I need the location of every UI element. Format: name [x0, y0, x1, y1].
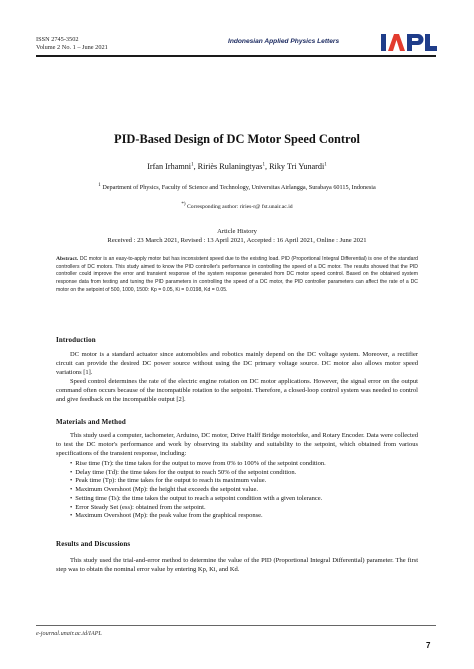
article-history: [0, 227, 474, 245]
header-divider: [36, 55, 436, 57]
list-item: • Maximum Overshoot (Mp): the height that exceeds the setpoint value.: [70, 486, 418, 495]
list-item: • Setting time (Ts): the time takes the output to reach a setpoint condition with a given tolerance.: [70, 495, 418, 504]
results-body: [56, 557, 418, 575]
history-heading: Article History: [217, 228, 257, 235]
abstract: [56, 256, 418, 295]
transient-response-list: [70, 460, 418, 521]
issn: ISSN 2745-3502: [36, 36, 79, 43]
affiliation-sup: 1: [98, 182, 101, 188]
list-item: • Maximum Overshoot (Mp): the peak value from the graphical response.: [70, 512, 418, 521]
paragraph: This study used the trial-and-error method to determine the value of the PID (Proportional Integral Differential) parameter. The first step was to obtain the nominal error value by entering Kp, Ki, and Kd.: [56, 557, 418, 573]
corresponding-sup: *): [181, 202, 186, 208]
list-item: • Error Steady Set (ess): obtained from the setpoint.: [70, 504, 418, 513]
section-heading-results: Results and Discussions: [56, 540, 131, 548]
journal-header-info: [36, 36, 108, 52]
author-sup: 1: [324, 162, 327, 168]
introduction-body: [56, 351, 418, 404]
journal-url: e-journal.unair.ac.id/IAPL: [36, 630, 102, 637]
section-heading-introduction: Introduction: [56, 336, 96, 344]
author-list: Irfan Irhamni$^1$, Ririès Rulaningtyas$^1$, Riky Tri Yunardi$^1$: [147, 162, 327, 171]
volume-info: Volume 2 No. 1 – June 2021: [36, 44, 108, 51]
footer-divider: [36, 625, 436, 626]
list-item: • Rise time (Tr): the time takes for the output to move from 0% to 100% of the setpoint condition.: [70, 460, 418, 469]
abstract-text: DC motor is an easy-to-apply motor but has inconsistent speed due to the existing load. PID (Proportional Integral Differential) is one of the standard controllers of DC motors. This study aimed to know the PID controller's performance in controlling the speed of a DC motor. The results showed that the PID controller could improve the error and transient response of the system response generated from DC motor speed control. Based on the obtained system response data from testing and tuning the PID parameters in controlling the speed of a DC motor, the PID controller parameters can affect the rate of a DC motor on the setpoint of 500, 1000, 1500: Kp = 0.05, Ki = 0.0198, Kd = 0.05.: [56, 256, 418, 293]
list-item: • Delay time (Td): the time takes for the output to reach 50% of the setpoint condition.: [70, 469, 418, 478]
author-sup: 1: [191, 162, 194, 168]
paragraph: This study used a computer, tachometer, Arduino, DC motor, Drive Halff Bridge motorbike, and Rotary Encoder. Data were collected to test the DC motor's performance and work by observing its stability and suitability to the setpoint, which obtained from various specifications of the transient response, including:: [56, 432, 418, 457]
corresponding-text: Corresponding author: riries-r@ fst.unair.ac.id: [186, 204, 293, 210]
paragraph: Speed control determines the rate of the electric engine rotation on DC motor applications. However, the signal error on the output command often occurs because of the incompatible rotation to the setpoint. Therefore, a closed-loop control system was needed to control and give feedback on the incompatible output [2].: [56, 377, 418, 403]
abstract-label: Abstract.: [56, 256, 79, 262]
author-name: Ririès Rulaningtyas: [197, 162, 263, 171]
list-item: • Peak time (Tp): the time takes for the output to reach its maximum value.: [70, 477, 418, 486]
journal-name: Indonesian Applied Physics Letters: [228, 38, 340, 45]
author-name: Irfan Irhamni: [147, 162, 192, 171]
author-name: Riky Tri Yunardi: [269, 162, 325, 171]
paper-title: PID-Based Design of DC Motor Speed Control: [114, 132, 360, 146]
corresponding-author: [0, 204, 474, 210]
affiliation-text: Department of Physics, Faculty of Science and Technology, Universitas Airlangga, Surabaya 60115, Indonesia: [102, 184, 376, 191]
iapl-logo: [380, 31, 438, 53]
history-dates: Received : 23 March 2021, Revised : 13 April 2021, Accepted : 16 April 2021, Online : June 2021: [107, 237, 367, 244]
author-sup: 1: [262, 162, 265, 168]
page-number: 7: [426, 641, 431, 650]
methods-body: [56, 432, 418, 459]
section-heading-methods: Materials and Method: [56, 418, 126, 426]
affiliation: [0, 184, 474, 191]
paragraph: DC motor is a standard actuator since automobiles and robotics mainly depend on the DC voltage system. Moreover, a rectifier circuit can provide the desired DC power source without using the DC primary voltage source. DC motor also allows motor speed variations [1].: [56, 351, 418, 376]
